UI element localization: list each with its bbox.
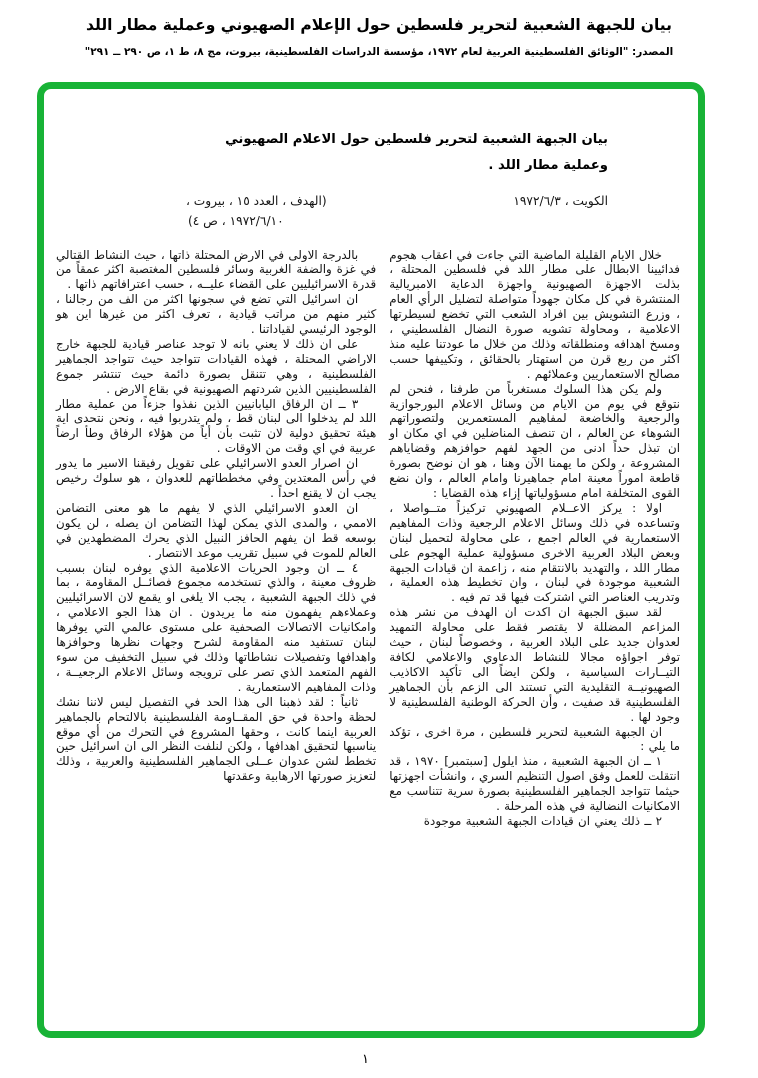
paragraph: ١ ــ ان الجبهة الشعبية ، منذ ايلول [سبتمبر] ١٩٧٠ ، قد انتقلت للعمل وفق اصول التنظيم السري ، وانشأت اجهزتها حيثما تتواجد الجماهير الفلسطينية بصورة سرية تتناسب مع الامكانيات النضالية في هذه المرحلة . xyxy=(389,754,680,814)
page-title: بيان للجبهة الشعبية لتحرير فلسطين حول الإعلام الصهيوني وعملية مطار اللد xyxy=(86,16,672,34)
column-left xyxy=(56,248,376,785)
paragraph: ولم يكن هذا السلوك مستغرباً من طرفنا ، فنحن لم نتوقع في يوم من الايام من وسائل الاعلام البورجوازية والرجعية والخاضعة لمفاهيم المستعمرين ولتصوراتهم الشوهاء عن العالم ، ان تنصف المناضلين في اي مكان او ان تبذل حداً ادنى من الجهد لفهم حوافزهم وقضاياهم المشروعة ، ولكن ما يهمنا الآن وهنا ، هو ان نوضح بصورة قاطعة اموراً معينة امام جماهيرنا وامام العالم ، وان نضع القوى المتخلفة امام مسؤولياتها إزاء هذه القضايا : xyxy=(389,381,680,500)
column-right xyxy=(389,248,680,829)
paragraph: ان الجبهة الشعبية لتحرير فلسطين ، مرة اخرى ، تؤكد ما يلي : xyxy=(389,724,680,754)
statement-heading xyxy=(116,127,608,178)
body-columns xyxy=(56,248,680,829)
paragraph: خلال الايام القليلة الماضية التي جاءت في اعقاب هجوم فدائيينا الابطال على مطار اللد في فلسطين المحتلة ، بذلت الاجهزة الصهيونية واجهزة الدعاية الامبريالية المنتشرة في كل مكان جهوداً متواصلة لتضليل الرأي العام ، وزرع التشويش بين افراد الشعب التي تخضع لسيطرتها الاعلامية ، ومحاولة تشويه صورة النضال الفلسطيني ، ومسخ اهدافه ومنطلقاته وذلك من خلال ما عودتنا عليه منذ اكثر من ربع قرن من استهتار بالحقائق ، وتكييفها حسب مصالح الاستعماريين وعملائهم . xyxy=(389,247,680,381)
paragraph: ان اصرار العدو الاسرائيلي على تقويل رفيقنا الاسير ما يدور في رأس المعتدين وفي مخططاتهم للعدوان ، هو سلوك رخيص يجب ان لا يقنع احداً . xyxy=(56,456,377,500)
dateline-reference-line1: (الهدف ، العدد ١٥ ، بيروت ، xyxy=(186,194,327,209)
page-number: ١ xyxy=(362,1052,369,1067)
paragraph: بالدرجة الاولى في الارض المحتلة ذاتها ، حيث النشاط القتالي في غزة والضفة الغربية وسائر فلسطين المغتصبة اكثر عمقاً من قدرة الاسرائيليين على القضاء عليــه ، حسب اعترافاتهم ذاتها . xyxy=(56,247,377,292)
paragraph: على ان ذلك لا يعني بانه لا توجد عناصر قيادية للجبهة خارج الاراضي المحتلة ، فهذه القيادات تتواجد حيث تتواجد الجماهير الفلسطينية ، وهي تتنقل بصورة دائمة حيث تنتشر جموع الفلسطينيين الذين شردتهم الصهيونية في بقاع الارض . xyxy=(56,336,377,396)
paragraph: ثانياً : لقد ذهبنا الى هذا الحد في التفصيل ليس لاننا نشك لحظة واحدة في حق المقــاومة الفلسطينية بالالتحام بالجماهير العربية اينما كانت ، وحقها المشروع في التحرك من أي موقع يناسبها لتحقيق اهدافها ، ولكن لنلفت النظر الى ان اسرائيل حين تخطط لشن عدوان عــلى الجماهير الفلسطينية والعربية ، وذلك لتعزيز صورتها الارهابية وعقدتها xyxy=(56,694,377,784)
dateline-place-date: الكويت ، ١٩٧٢/٦/٣ xyxy=(513,194,608,209)
statement-heading-line2: وعملية مطار اللد . xyxy=(488,157,608,173)
paragraph: ٤ ــ ان وجود الحريات الاعلامية الذي يوفره لبنان بسبب ظروف معينة ، والذي تستخدمه مجموع فصائــل المقاومة ، بما في ذلك الجبهة الشعبية ، يجب الا يلغى او يقمع لان الاسرائيليين وعملاءهم يفهمون منه ما يريدون . ان هذا الجو الاعلامي ، وامكانيات الاتصالات الصحفية على مستوى عالمي التي يوفرها لبنان تستفيد منه المقاومة لشرح وجهات نظرها وحوافزها واهدافها وتفصيلات نشاطاتها وذلك في سبيل التخفيف من سوء الفهم المتعمد الذي تصر على ترويجه وسائل الاعلام الرجعيــة ، وذات المفاهيم الاستعمارية . xyxy=(56,560,377,694)
paragraph: ٣ ــ ان الرفاق اليابانيين الذين نفذوا جزءاً من عملية مطار اللد لم يدخلوا الى لبنان قط ، ولم يتدربوا فيه ، ونحن نتحدى اية هيئة تحقيق دولية لان تثبت بأن أياً من هؤلاء الرفاق وطأ ارضاً عربية في اي وقت من الاوقات . xyxy=(56,396,377,456)
paragraph: اولا : يركز الاعــلام الصهيوني تركيزاً متــواصلا ، وتساعده في ذلك وسائل الاعلام الرجعية وذات المفاهيم الاستعمارية في العالم اجمع ، على محاولة لتحميل لبنان وبعض البلاد العربية الاخرى مسؤولية عملية الهجوم على مطار اللد ، والتهديد بالانتقام منه ، زاعمة ان قيادات الجبهة الشعبية موجودة في لبنان ، وان تخطيط هذه العملية ، وتدريب العناصر التي اشتركت فيها قد تم فيه . xyxy=(389,500,680,605)
dateline-reference xyxy=(186,192,327,231)
paragraph: ان اسرائيل التي تضع في سجونها اكثر من الف من رجالنا ، كثير منهم من مراتب قيادية ، تعرف اكثر من غيرها اين هو الوجود الرئيسي لقياداتنا . xyxy=(56,292,377,337)
dateline-reference-line2: ١٩٧٢/٦/١٠ ، ص ٤) xyxy=(188,213,284,228)
paragraph: ان العدو الاسرائيلي الذي لا يفهم ما هو معنى التضامن الاممي ، والمدى الذي يمكن لهذا التضامن ان يصله ، لن يكون بوسعه قط ان يفهم الحافز النبيل الذي يحرك المضطهدين في العالم للموت في سبيل تقريب موعد الانتصار . xyxy=(56,500,377,560)
document-frame xyxy=(37,82,705,1038)
paragraph: لقد سبق الجبهة ان اكدت ان الهدف من نشر هذه المزاعم المضللة لا يقتصر فقط على محاولة التمهيد لعدوان جديد على البلاد العربية ، وخصوصاً لبنان ، حيث توفر اجواؤه مجالا للنشاط الدعاوي والاعلامي لكافة التيــارات السياسية ، ولكن ايضاً الى تأكيد الاكاذيب الصهيونيــة التقليدية التي تستند الى الزعم بأن الجماهير الفلسطينية قد صفيت ، وأن الحركة الوطنية الفلسطينية لا وجود لها . xyxy=(389,605,680,724)
source-citation: المصدر: "الوثائق الفلسطينية العربية لعام ١٩٧٢، مؤسسة الدراسات الفلسطينية، بيروت، مج ٨، ط ١، ص ٢٩٠ ــ ٢٩١" xyxy=(84,46,674,58)
dateline xyxy=(186,192,608,231)
paragraph: ٢ ــ ذلك يعني ان قيادات الجبهة الشعبية موجودة xyxy=(423,813,662,828)
statement-heading-line1: بيان الجبهة الشعبية لتحرير فلسطين حول الاعلام الصهيوني xyxy=(225,132,608,147)
